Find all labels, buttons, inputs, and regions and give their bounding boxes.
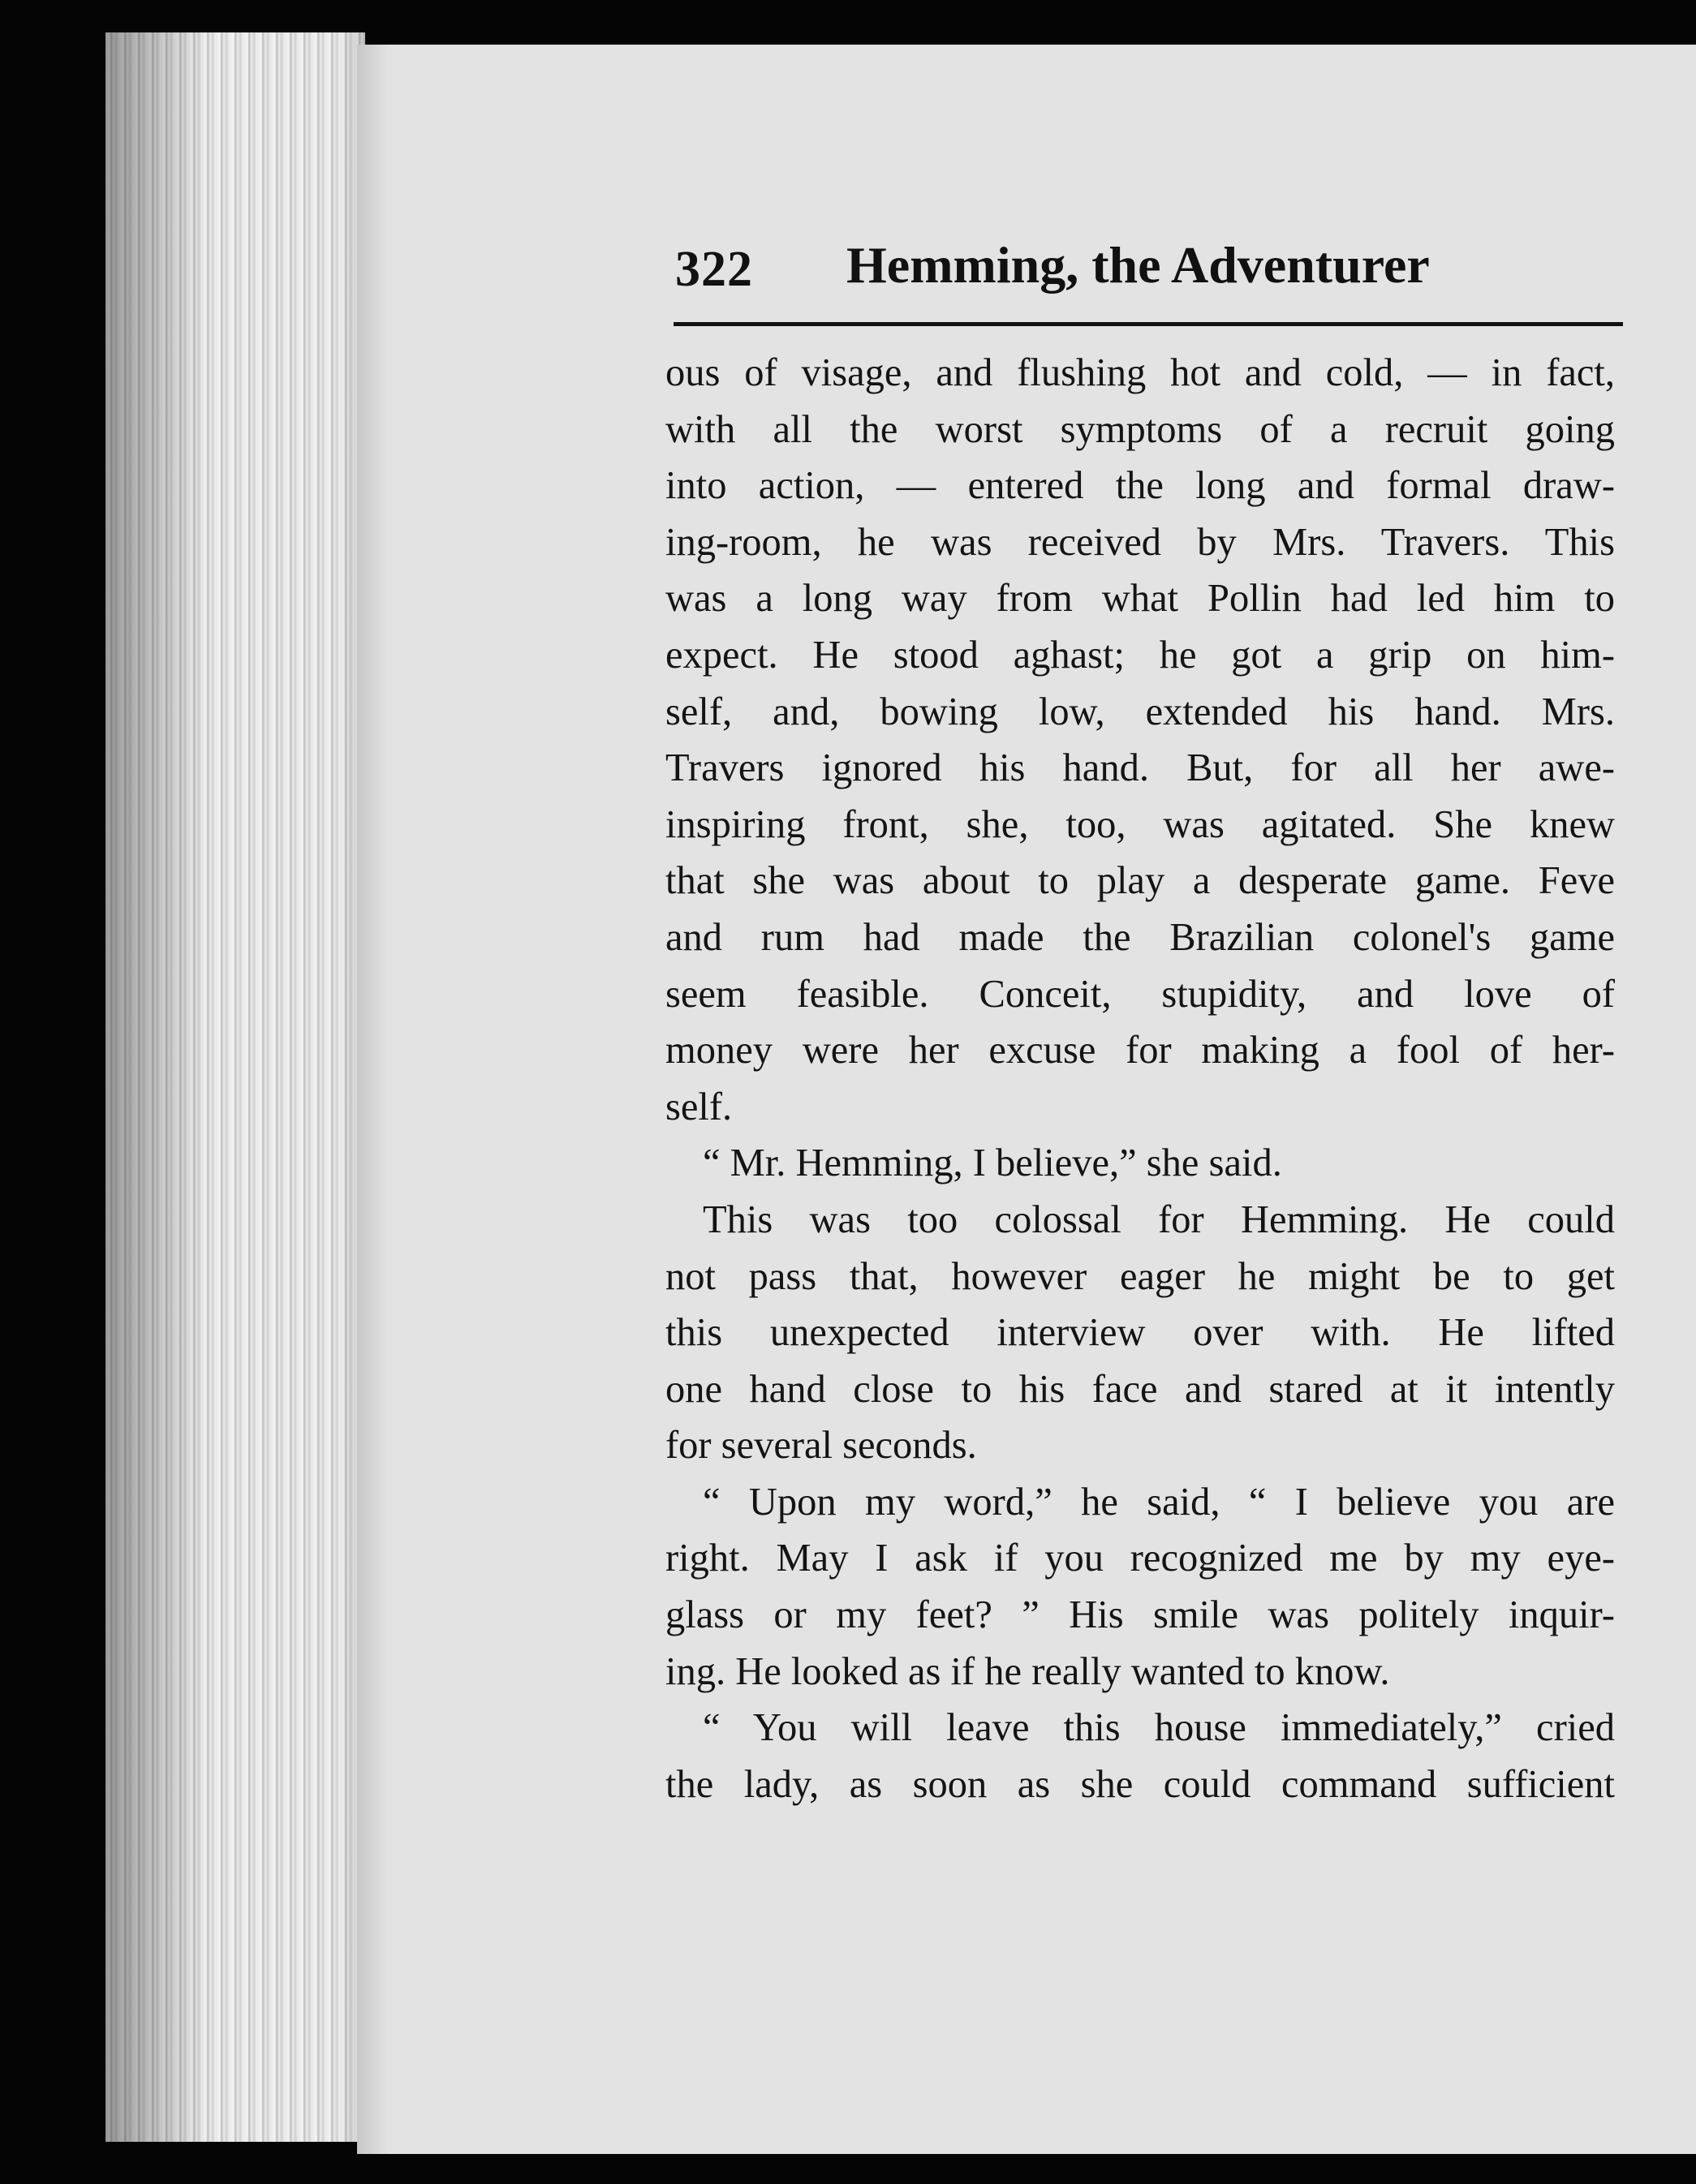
text-line: glass or my feet? ” His smile was politely inquir-	[665, 1593, 1615, 1637]
text-line: with all the worst symptoms of a recruit going	[665, 407, 1615, 451]
text-line: This was too colossal for Hemming. He could	[703, 1197, 1615, 1241]
text-line: for several seconds.	[665, 1424, 977, 1468]
text-line: Travers ignored his hand. But, for all her awe-	[665, 746, 1615, 790]
text-line: was a long way from what Pollin had led him to	[665, 577, 1615, 621]
running-head	[674, 199, 1623, 326]
book-page	[357, 45, 1696, 2154]
body-text	[665, 345, 1615, 1812]
page-number: 322	[675, 242, 753, 297]
text-line: ing. He looked as if he really wanted to know.	[665, 1649, 1390, 1693]
text-line: one hand close to his face and stared at it intently	[665, 1367, 1615, 1411]
text-line: self.	[665, 1085, 733, 1129]
text-line: money were her excuse for making a fool of her-	[665, 1029, 1615, 1073]
text-line: not pass that, however eager he might be to get	[665, 1254, 1615, 1298]
running-title: Hemming, the Adventurer	[846, 236, 1430, 294]
text-line: “ Mr. Hemming, I believe,” she said.	[703, 1141, 1282, 1185]
text-line: “ You will leave this house immediately,” cried	[703, 1706, 1615, 1750]
text-line: self, and, bowing low, extended his hand. Mrs.	[665, 690, 1615, 733]
text-line: that she was about to play a desperate game. Feve	[665, 859, 1615, 903]
text-line: ous of visage, and flushing hot and cold, — in fact,	[665, 351, 1615, 394]
text-line: and rum had made the Brazilian colonel's game	[665, 915, 1615, 959]
text-line: the lady, as soon as she could command sufficient	[665, 1762, 1615, 1806]
text-line: into action, — entered the long and formal draw-	[665, 464, 1615, 508]
text-line: ing-room, he was received by Mrs. Travers. This	[665, 520, 1615, 564]
text-line: this unexpected interview over with. He lifted	[665, 1311, 1615, 1355]
text-line: seem feasible. Conceit, stupidity, and love of	[665, 972, 1615, 1016]
text-line: right. May I ask if you recognized me by my eye-	[665, 1537, 1615, 1580]
text-line: expect. He stood aghast; he got a grip on him-	[665, 633, 1615, 677]
text-line: inspiring front, she, too, was agitated. She knew	[665, 802, 1615, 846]
book-fore-edge	[105, 32, 365, 2142]
text-line: “ Upon my word,” he said, “ I believe you are	[703, 1480, 1615, 1524]
